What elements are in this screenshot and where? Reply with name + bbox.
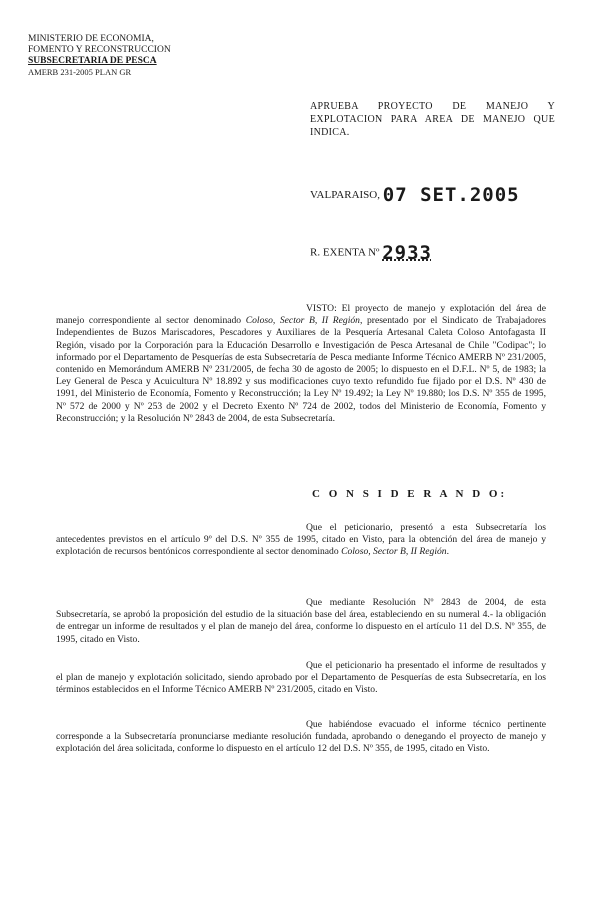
p1-sector: Coloso, Sector B, II Región: [341, 546, 447, 558]
considerando-paragraph-2: Que mediante Resolución Nº 2843 de 2004, de esta Subsecretaría, se aprobó la proposición del estudio de la situación base del área, estableciendo en su numeral 4.- la obligación de entregar un informe de resultados y el plan de manejo del área, conforme lo dispuesto en el artículo 11 del D.S. Nº 355, de 1995, citado en Visto.: [56, 597, 546, 645]
reference-code: AMERB 231-2005 PLAN GR: [28, 67, 132, 77]
letterhead-ministry: MINISTERIO DE ECONOMIA,: [28, 34, 154, 44]
considerando-paragraph-3: Que el peticionario ha presentado el informe de resultados y el plan de manejo y explotación solicitado, siendo aprobado por el Departamento de Pesquerías de esta Subsecretaría, en los términos establecidos en el Informe Técnico AMERB Nº 231/2005, citado en Visto.: [56, 660, 546, 696]
letterhead-ministry-2: FOMENTO Y RECONSTRUCCION: [28, 45, 171, 55]
resolution-label: R. EXENTA Nº: [310, 246, 380, 259]
visto-text-b: , presentado por el Sindicato de Trabajadores Independientes de Buzos Mariscadores, Pescadores y Auxiliares de la Pesquería Artesanal Caleta Coloso Antofagasta II Región, visado por la Corporación para la Educación Desarrollo e Investigación de Pesca Artesanal de Chile "Codipac"; lo informado por el Departamento de Pesquerías de esta Subsecretaría de Pesca mediante Informe Técnico AMERB Nº 231/2005, contenido en Memorándum AMERB Nº 231/2005, de fecha 30 de agosto de 2005; lo dispuesto en el D.F.L. Nº 5, de 1983; la Ley General de Pesca y Acuicultura Nº 18.892 y sus modificaciones cuyo texto refundido fue fijado por el D.S. Nº 430 de 1991, del Ministerio de Economía, Fomento y Reconstrucción; la Ley Nº 19.492; la Ley Nº 19.880; los D.S. Nº 355 de 1995, Nº 572 de 2000 y Nº 253 de 2002 y el Decreto Exento Nº 724 de 2002, todos del Ministerio de Economía, Fomento y Reconstrucción; y la Resolución Nº 2843 de 2004, de esta Subsecretaría.: [56, 315, 546, 424]
resolution-number-stamp: 2933: [382, 242, 432, 264]
visto-paragraph: [56, 303, 546, 425]
city: VALPARAISO,: [310, 189, 380, 201]
resolution-number-line: [310, 242, 432, 264]
letterhead: [28, 34, 208, 78]
visto-text-a: El proyecto de manejo y explotación del área de manejo correspondiente al sector denominado: [56, 303, 546, 327]
resolution-subject: APRUEBA PROYECTO DE MANEJO Y EXPLOTACION PARA AREA DE MANEJO QUE INDICA.: [310, 101, 555, 138]
considerando-heading: C O N S I D E R A N D O:: [312, 488, 508, 500]
visto-sector: Coloso, Sector B, II Región: [245, 315, 360, 327]
dateline: [310, 184, 520, 206]
p1-text-b: .: [446, 546, 449, 558]
p1-text-a: Que el peticionario, presentó a esta Subsecretaría los antecedentes previstos en el artículo 9º del D.S. Nº 355 de 1995, citado en Visto, para la obtención del área de manejo y explotación de recursos bentónicos correspondiente al sector denominado: [56, 522, 546, 558]
considerando-paragraph-1: [56, 522, 546, 559]
date-stamp: 07 SET.2005: [382, 184, 520, 206]
considerando-paragraph-4: Que habiéndose evacuado el informe técnico pertinente corresponde a la Subsecretaría pronunciarse mediante resolución fundada, aprobando o denegando el proyecto de manejo y explotación del área solicitada, conforme lo dispuesto en el artículo 12 del D.S. Nº 355, de 1995, citado en Visto.: [56, 719, 546, 755]
letterhead-subsecretaria: SUBSECRETARIA DE PESCA: [28, 56, 157, 66]
visto-lead: VISTO:: [306, 303, 337, 314]
